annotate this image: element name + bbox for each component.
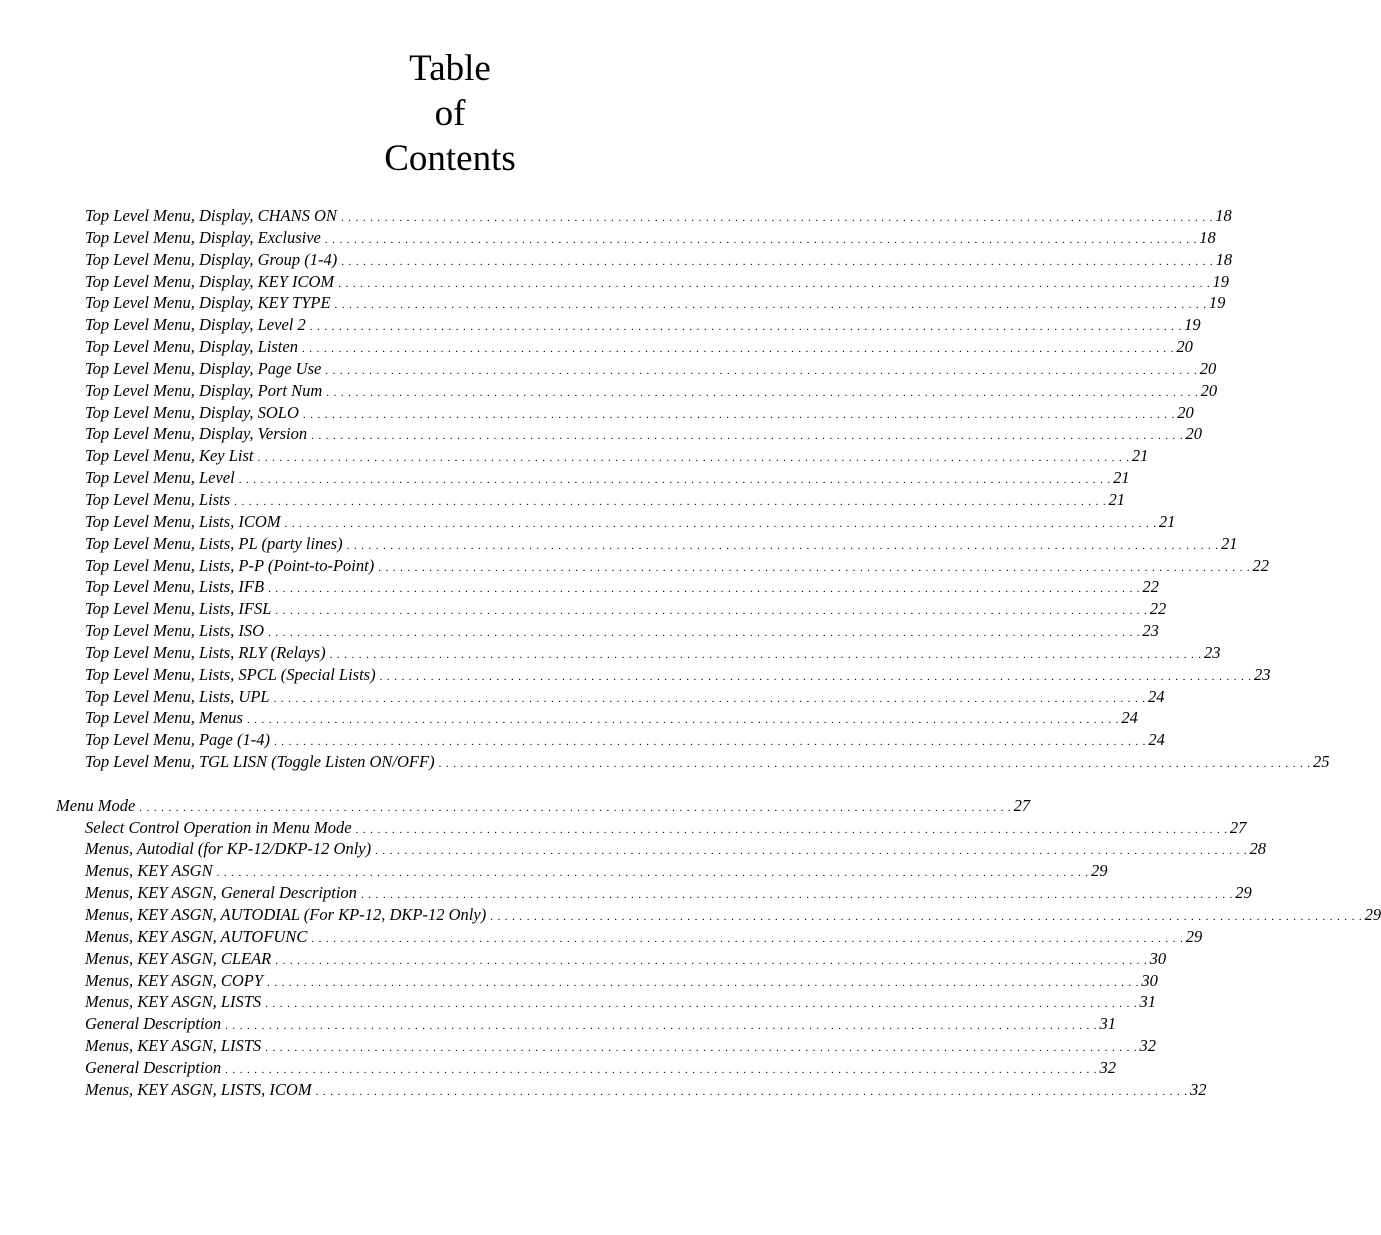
toc-dot-leader: . . . . . . . . . . . . . . . . . . . . . . . . . . . . . . . . . . . . . . . . . . . . . . . . . . . . . . . . . . . . . . . . . . . . . . . . . . . . . . . . . . . . . . . . . . . . . . . . . . . . . . . . . . . . . . . . . . . . . . . . [438, 758, 1311, 771]
toc-page-number: 21 [1113, 468, 1130, 488]
toc-dot-leader: . . . . . . . . . . . . . . . . . . . . . . . . . . . . . . . . . . . . . . . . . . . . . . . . . . . . . . . . . . . . . . . . . . . . . . . . . . . . . . . . . . . . . . . . . . . . . . . . . . . . . . . . . . . . . . . . . . . . . . . . [326, 386, 1199, 399]
toc-entry-label: Top Level Menu, Lists, RLY (Relays) [85, 642, 330, 664]
toc-page-number: 21 [1158, 511, 1176, 531]
toc-dot-leader: . . . . . . . . . . . . . . . . . . . . . . . . . . . . . . . . . . . . . . . . . . . . . . . . . . . . . . . . . . . . . . . . . . . . . . . . . . . . . . . . . . . . . . . . . . . . . . . . . . . . . . . . . . . . . . . . . . . . . . . . [340, 212, 1214, 224]
toc-entry[interactable] [85, 620, 1159, 642]
toc-entry-label: Menus, KEY ASGN, LISTS, ICOM [85, 1079, 316, 1101]
toc-entry-label: Top Level Menu, Display, SOLO [85, 402, 303, 424]
toc-section-gap [0, 773, 954, 795]
toc-entry-label: Top Level Menu, Key List [85, 445, 258, 467]
toc-page-number: 27 [1013, 795, 1031, 815]
toc-dot-leader: . . . . . . . . . . . . . . . . . . . . . . . . . . . . . . . . . . . . . . . . . . . . . . . . . . . . . . . . . . . . . . . . . . . . . . . . . . . . . . . . . . . . . . . . . . . . . . . . . . . . . . . . . . . . . . . . . . . . . . . . [346, 539, 1219, 552]
toc-page-number: 28 [1249, 839, 1266, 859]
toc-page-number: 20 [1176, 337, 1193, 357]
toc-page-number: 22 [1252, 555, 1270, 575]
toc-entry-label: Menus, KEY ASGN, CLEAR [85, 948, 275, 970]
toc-entry[interactable] [85, 686, 1165, 708]
toc-entry[interactable] [85, 205, 1232, 227]
toc-entry-label: Menus, Autodial (for KP-12/DKP-12 Only) [85, 838, 375, 860]
title-line-3: Contents [384, 138, 516, 179]
toc-entry[interactable] [85, 642, 1221, 664]
toc-page-number: 20 [1200, 380, 1218, 400]
toc-entry[interactable] [85, 860, 1108, 882]
toc-page-number: 30 [1149, 948, 1167, 968]
toc-page-number: 20 [1177, 402, 1194, 422]
toc-entry[interactable] [85, 707, 1138, 729]
toc-entry[interactable] [85, 817, 1247, 839]
toc-dot-leader: . . . . . . . . . . . . . . . . . . . . . . . . . . . . . . . . . . . . . . . . . . . . . . . . . . . . . . . . . . . . . . . . . . . . . . . . . . . . . . . . . . . . . . . . . . . . . . . . . . . . . . . . . . . . . . . . . . . . . . . . [338, 277, 1211, 290]
toc-page-number: 29 [1090, 861, 1108, 881]
toc-dot-leader: . . . . . . . . . . . . . . . . . . . . . . . . . . . . . . . . . . . . . . . . . . . . . . . . . . . . . . . . . . . . . . . . . . . . . . . . . . . . . . . . . . . . . . . . . . . . . . . . . . . . . . . . . . . . . . . . . . . . . . . . [139, 801, 1012, 814]
toc-entry[interactable] [85, 991, 1157, 1013]
toc-dot-leader: . . . . . . . . . . . . . . . . . . . . . . . . . . . . . . . . . . . . . . . . . . . . . . . . . . . . . . . . . . . . . . . . . . . . . . . . . . . . . . . . . . . . . . . . . . . . . . . . . . . . . . . . . . . . . . . . . . . . . . . . [275, 605, 1148, 618]
toc-entry[interactable] [85, 1035, 1157, 1057]
toc-entry-label: Menus, KEY ASGN, LISTS [85, 1035, 265, 1057]
toc-dot-leader: . . . . . . . . . . . . . . . . . . . . . . . . . . . . . . . . . . . . . . . . . . . . . . . . . . . . . . . . . . . . . . . . . . . . . . . . . . . . . . . . . . . . . . . . . . . . . . . . . . . . . . . . . . . . . . . . . . . . . . . . [267, 976, 1140, 989]
toc-entry-label: Top Level Menu, Level [85, 467, 239, 489]
toc-entry-label: Top Level Menu, Display, Group (1-4) [85, 249, 341, 271]
toc-dot-leader: . . . . . . . . . . . . . . . . . . . . . . . . . . . . . . . . . . . . . . . . . . . . . . . . . . . . . . . . . . . . . . . . . . . . . . . . . . . . . . . . . . . . . . . . . . . . . . . . . . . . . . . . . . . . . . . . . . . . . . . . [302, 408, 1176, 421]
toc-entry-label: Menus, KEY ASGN, AUTOFUNC [85, 926, 311, 948]
toc-page-number: 25 [1312, 752, 1330, 772]
toc-entry[interactable] [85, 664, 1271, 686]
toc-entry-label: Menus, KEY ASGN, General Description [85, 882, 361, 904]
title-line-2: of [434, 93, 466, 134]
toc-page-number: 29 [1364, 905, 1381, 924]
toc-entry-label: General Description [85, 1057, 225, 1079]
toc-entry-label: Top Level Menu, Lists, PL (party lines) [85, 533, 347, 555]
toc-page-number: 24 [1148, 730, 1165, 750]
toc-page-number: 24 [1147, 686, 1165, 706]
toc-entry[interactable] [85, 292, 1226, 314]
toc-entry-label: Top Level Menu, Display, KEY ICOM [85, 271, 338, 293]
toc-page-number: 19 [1208, 293, 1226, 313]
toc-entry[interactable] [85, 402, 1194, 424]
toc-entry[interactable] [85, 380, 1218, 402]
toc-entry[interactable] [85, 729, 1165, 751]
toc-entry[interactable] [85, 533, 1238, 555]
toc-page-number: 22 [1142, 577, 1159, 597]
toc-entry[interactable] [85, 838, 1266, 860]
toc-page-number: 31 [1139, 992, 1157, 1012]
toc-page-number: 18 [1199, 227, 1216, 247]
toc-dot-leader: . . . . . . . . . . . . . . . . . . . . . . . . . . . . . . . . . . . . . . . . . . . . . . . . . . . . . . . . . . . . . . . . . . . . . . . . . . . . . . . . . . . . . . . . . . . . . . . . . . . . . . . . . . . . . . . . . . . . . . . . [268, 583, 1141, 596]
toc-entry[interactable] [85, 467, 1130, 489]
toc-page-number: 30 [1141, 970, 1158, 990]
toc-entry-label: Select Control Operation in Menu Mode [85, 817, 356, 839]
toc-entry[interactable] [85, 904, 1381, 926]
toc-entry[interactable] [85, 445, 1149, 467]
toc-entry-label: Top Level Menu, Display, Level 2 [85, 314, 310, 336]
toc-dot-leader: . . . . . . . . . . . . . . . . . . . . . . . . . . . . . . . . . . . . . . . . . . . . . . . . . . . . . . . . . . . . . . . . . . . . . . . . . . . . . . . . . . . . . . . . . . . . . . . . . . . . . . . . . . . . . . . . . . . . . . . . [379, 670, 1252, 683]
toc-entry[interactable] [85, 271, 1230, 293]
toc-dot-leader: . . . . . . . . . . . . . . . . . . . . . . . . . . . . . . . . . . . . . . . . . . . . . . . . . . . . . . . . . . . . . . . . . . . . . . . . . . . . . . . . . . . . . . . . . . . . . . . . . . . . . . . . . . . . . . . . . . . . . . . . [378, 561, 1251, 574]
toc-page-number: 20 [1185, 424, 1202, 444]
toc-entry-label: Top Level Menu, Display, Listen [85, 336, 302, 358]
toc-entry[interactable] [85, 1057, 1116, 1079]
toc-entry-label: Menus, KEY ASGN, COPY [85, 970, 267, 992]
toc-dot-leader: . . . . . . . . . . . . . . . . . . . . . . . . . . . . . . . . . . . . . . . . . . . . . . . . . . . . . . . . . . . . . . . . . . . . . . . . . . . . . . . . . . . . . . . . . . . . . . . . . . . . . . . . . . . . . . . . . . . . . . . . [329, 648, 1202, 661]
toc-dot-leader: . . . . . . . . . . . . . . . . . . . . . . . . . . . . . . . . . . . . . . . . . . . . . . . . . . . . . . . . . . . . . . . . . . . . . . . . . . . . . . . . . . . . . . . . . . . . . . . . . . . . . . . . . . . . . . . . . . . . . . . . [360, 889, 1234, 902]
toc-entry-label: Top Level Menu, Display, Exclusive [85, 227, 325, 249]
toc-entry-label: Menus, KEY ASGN, LISTS [85, 991, 265, 1013]
toc-entry-label: General Description [85, 1013, 225, 1035]
toc-dot-leader: . . . . . . . . . . . . . . . . . . . . . . . . . . . . . . . . . . . . . . . . . . . . . . . . . . . . . . . . . . . . . . . . . . . . . . . . . . . . . . . . . . . . . . . . . . . . . . . . . . . . . . . . . . . . . . . . . . . . . . . . [238, 474, 1112, 487]
toc-entry-label: Top Level Menu, Lists, UPL [85, 686, 274, 708]
toc-page-number: 29 [1235, 883, 1252, 903]
toc-dot-leader: . . . . . . . . . . . . . . . . . . . . . . . . . . . . . . . . . . . . . . . . . . . . . . . . . . . . . . . . . . . . . . . . . . . . . . . . . . . . . . . . . . . . . . . . . . . . . . . . . . . . . . . . . . . . . . . . . . . . . . . . [216, 867, 1089, 880]
toc-entry-label: Top Level Menu, Page (1-4) [85, 729, 274, 751]
toc-entry[interactable] [85, 249, 1233, 271]
toc-entry-label: Top Level Menu, Lists, IFB [85, 576, 268, 598]
toc-entry[interactable] [85, 926, 1203, 948]
toc-page-number: 32 [1139, 1036, 1157, 1056]
toc-page-number: 23 [1253, 664, 1271, 684]
toc-entry[interactable] [85, 1079, 1207, 1101]
toc-page-number: 32 [1099, 1057, 1116, 1077]
toc-page-number: 32 [1189, 1079, 1207, 1099]
toc-entry[interactable] [85, 948, 1167, 970]
toc-dot-leader: . . . . . . . . . . . . . . . . . . . . . . . . . . . . . . . . . . . . . . . . . . . . . . . . . . . . . . . . . . . . . . . . . . . . . . . . . . . . . . . . . . . . . . . . . . . . . . . . . . . . . . . . . . . . . . . . . . . . . . . . [246, 714, 1120, 727]
toc-page-number: 21 [1220, 533, 1238, 553]
toc-entry[interactable] [85, 336, 1193, 358]
toc-entry[interactable] [85, 970, 1158, 992]
toc-entry[interactable] [85, 751, 1330, 773]
toc-entry[interactable] [85, 555, 1270, 577]
toc-page-number: 22 [1149, 599, 1167, 619]
toc-entry-label: Top Level Menu, Lists, IFSL [85, 598, 275, 620]
toc-page-number: 19 [1184, 315, 1201, 335]
toc-dot-leader: . . . . . . . . . . . . . . . . . . . . . . . . . . . . . . . . . . . . . . . . . . . . . . . . . . . . . . . . . . . . . . . . . . . . . . . . . . . . . . . . . . . . . . . . . . . . . . . . . . . . . . . . . . . . . . . . . . . . . . . . [324, 233, 1198, 246]
toc-entry-label: Top Level Menu, Display, Version [85, 423, 311, 445]
toc-entry[interactable] [85, 227, 1216, 249]
page-title [0, 46, 900, 181]
toc-dot-leader: . . . . . . . . . . . . . . . . . . . . . . . . . . . . . . . . . . . . . . . . . . . . . . . . . . . . . . . . . . . . . . . . . . . . . . . . . . . . . . . . . . . . . . . . . . . . . . . . . . . . . . . . . . . . . . . . . . . . . . . . [375, 845, 1248, 858]
toc-dot-leader: . . . . . . . . . . . . . . . . . . . . . . . . . . . . . . . . . . . . . . . . . . . . . . . . . . . . . . . . . . . . . . . . . . . . . . . . . . . . . . . . . . . . . . . . . . . . . . . . . . . . . . . . . . . . . . . . . . . . . . . . [273, 692, 1146, 705]
title-line-1: Table [409, 48, 491, 89]
toc-page-number: 19 [1212, 271, 1230, 291]
toc-dot-leader: . . . . . . . . . . . . . . . . . . . . . . . . . . . . . . . . . . . . . . . . . . . . . . . . . . . . . . . . . . . . . . . . . . . . . . . . . . . . . . . . . . . . . . . . . . . . . . . . . . . . . . . . . . . . . . . . . . . . . . . . [234, 495, 1107, 508]
toc-dot-leader: . . . . . . . . . . . . . . . . . . . . . . . . . . . . . . . . . . . . . . . . . . . . . . . . . . . . . . . . . . . . . . . . . . . . . . . . . . . . . . . . . . . . . . . . . . . . . . . . . . . . . . . . . . . . . . . . . . . . . . . . [341, 255, 1214, 268]
toc-page-number: 18 [1215, 206, 1232, 225]
toc-entry[interactable] [85, 489, 1126, 511]
toc-page-number: 23 [1142, 621, 1159, 641]
toc-page-number: 29 [1185, 926, 1203, 946]
toc-entry[interactable] [85, 511, 1176, 533]
toc-dot-leader: . . . . . . . . . . . . . . . . . . . . . . . . . . . . . . . . . . . . . . . . . . . . . . . . . . . . . . . . . . . . . . . . . . . . . . . . . . . . . . . . . . . . . . . . . . . . . . . . . . . . . . . . . . . . . . . . . . . . . . . . [265, 998, 1138, 1011]
toc-entry-label: Top Level Menu, Display, Page Use [85, 358, 325, 380]
toc-page-number: 27 [1229, 817, 1247, 837]
toc-dot-leader: . . . . . . . . . . . . . . . . . . . . . . . . . . . . . . . . . . . . . . . . . . . . . . . . . . . . . . . . . . . . . . . . . . . . . . . . . . . . . . . . . . . . . . . . . . . . . . . . . . . . . . . . . . . . . . . . . . . . . . . . [311, 430, 1184, 443]
table-of-contents [0, 205, 1381, 1101]
toc-page-number: 21 [1131, 446, 1149, 466]
toc-entry-label: Top Level Menu, Display, Port Num [85, 380, 326, 402]
toc-entry-label: Menus, KEY ASGN [85, 860, 217, 882]
toc-entry-label: Top Level Menu, TGL LISN (Toggle Listen ON/OFF) [85, 751, 439, 773]
toc-entry-label: Top Level Menu, Display, KEY TYPE [85, 292, 335, 314]
toc-entry[interactable] [85, 882, 1252, 904]
toc-dot-leader: . . . . . . . . . . . . . . . . . . . . . . . . . . . . . . . . . . . . . . . . . . . . . . . . . . . . . . . . . . . . . . . . . . . . . . . . . . . . . . . . . . . . . . . . . . . . . . . . . . . . . . . . . . . . . . . . . . . . . . . . [311, 932, 1184, 945]
toc-dot-leader: . . . . . . . . . . . . . . . . . . . . . . . . . . . . . . . . . . . . . . . . . . . . . . . . . . . . . . . . . . . . . . . . . . . . . . . . . . . . . . . . . . . . . . . . . . . . . . . . . . . . . . . . . . . . . . . . . . . . . . . . [355, 823, 1228, 836]
toc-dot-leader: . . . . . . . . . . . . . . . . . . . . . . . . . . . . . . . . . . . . . . . . . . . . . . . . . . . . . . . . . . . . . . . . . . . . . . . . . . . . . . . . . . . . . . . . . . . . . . . . . . . . . . . . . . . . . . . . . . . . . . . . [275, 954, 1148, 967]
toc-entry-label: Top Level Menu, Lists [85, 489, 234, 511]
toc-entry-label: Top Level Menu, Menus [85, 707, 247, 729]
toc-dot-leader: . . . . . . . . . . . . . . . . . . . . . . . . . . . . . . . . . . . . . . . . . . . . . . . . . . . . . . . . . . . . . . . . . . . . . . . . . . . . . . . . . . . . . . . . . . . . . . . . . . . . . . . . . . . . . . . . . . . . . . . . [265, 1042, 1138, 1055]
toc-entry[interactable] [85, 598, 1167, 620]
toc-entry[interactable] [85, 314, 1201, 336]
toc-dot-leader: . . . . . . . . . . . . . . . . . . . . . . . . . . . . . . . . . . . . . . . . . . . . . . . . . . . . . . . . . . . . . . . . . . . . . . . . . . . . . . . . . . . . . . . . . . . . . . . . . . . . . . . . . . . . . . . . . . . . . . . . [225, 1063, 1098, 1076]
toc-entry[interactable] [85, 423, 1202, 445]
toc-dot-leader: . . . . . . . . . . . . . . . . . . . . . . . . . . . . . . . . . . . . . . . . . . . . . . . . . . . . . . . . . . . . . . . . . . . . . . . . . . . . . . . . . . . . . . . . . . . . . . . . . . . . . . . . . . . . . . . . . . . . . . . . [334, 299, 1207, 312]
toc-page-number: 23 [1203, 642, 1221, 662]
toc-dot-leader: . . . . . . . . . . . . . . . . . . . . . . . . . . . . . . . . . . . . . . . . . . . . . . . . . . . . . . . . . . . . . . . . . . . . . . . . . . . . . . . . . . . . . . . . . . . . . . . . . . . . . . . . . . . . . . . . . . . . . . . . [301, 343, 1175, 356]
toc-dot-leader: . . . . . . . . . . . . . . . . . . . . . . . . . . . . . . . . . . . . . . . . . . . . . . . . . . . . . . . . . . . . . . . . . . . . . . . . . . . . . . . . . . . . . . . . . . . . . . . . . . . . . . . . . . . . . . . . . . . . . . . . [268, 627, 1141, 640]
toc-dot-leader: . . . . . . . . . . . . . . . . . . . . . . . . . . . . . . . . . . . . . . . . . . . . . . . . . . . . . . . . . . . . . . . . . . . . . . . . . . . . . . . . . . . . . . . . . . . . . . . . . . . . . . . . . . . . . . . . . . . . . . . . [257, 452, 1130, 465]
toc-entry-label: Top Level Menu, Lists, ISO [85, 620, 268, 642]
toc-entry-label: Top Level Menu, Lists, ICOM [85, 511, 285, 533]
toc-entry[interactable] [85, 1013, 1116, 1035]
toc-entry-label: Top Level Menu, Display, CHANS ON [85, 205, 341, 227]
toc-page-number: 18 [1215, 249, 1233, 269]
toc-entry[interactable] [85, 576, 1159, 598]
toc-dot-leader: . . . . . . . . . . . . . . . . . . . . . . . . . . . . . . . . . . . . . . . . . . . . . . . . . . . . . . . . . . . . . . . . . . . . . . . . . . . . . . . . . . . . . . . . . . . . . . . . . . . . . . . . . . . . . . . . . . . . . . . . [315, 1085, 1188, 1098]
toc-entry-label: Menu Mode [56, 795, 139, 817]
toc-dot-leader: . . . . . . . . . . . . . . . . . . . . . . . . . . . . . . . . . . . . . . . . . . . . . . . . . . . . . . . . . . . . . . . . . . . . . . . . . . . . . . . . . . . . . . . . . . . . . . . . . . . . . . . . . . . . . . . . . . . . . . . . [325, 364, 1198, 377]
toc-entry-label: Top Level Menu, Lists, SPCL (Special Lists) [85, 664, 380, 686]
toc-page-number: 21 [1108, 489, 1126, 509]
toc-page-number: 31 [1099, 1014, 1116, 1034]
toc-entry[interactable] [85, 358, 1217, 380]
toc-dot-leader: . . . . . . . . . . . . . . . . . . . . . . . . . . . . . . . . . . . . . . . . . . . . . . . . . . . . . . . . . . . . . . . . . . . . . . . . . . . . . . . . . . . . . . . . . . . . . . . . . . . . . . . . . . . . . . . . . . . . . . . . [273, 736, 1147, 749]
toc-page-number: 24 [1121, 708, 1138, 728]
toc-section-entry[interactable] [56, 795, 1031, 817]
toc-entry-label: Top Level Menu, Lists, P-P (Point-to-Point) [85, 555, 378, 577]
toc-dot-leader: . . . . . . . . . . . . . . . . . . . . . . . . . . . . . . . . . . . . . . . . . . . . . . . . . . . . . . . . . . . . . . . . . . . . . . . . . . . . . . . . . . . . . . . . . . . . . . . . . . . . . . . . . . . . . . . . . . . . . . . . [225, 1020, 1098, 1033]
toc-page-number: 20 [1199, 358, 1217, 378]
toc-dot-leader: . . . . . . . . . . . . . . . . . . . . . . . . . . . . . . . . . . . . . . . . . . . . . . . . . . . . . . . . . . . . . . . . . . . . . . . . . . . . . . . . . . . . . . . . . . . . . . . . . . . . . . . . . . . . . . . . . . . . . . . . [284, 517, 1157, 530]
toc-entry-label: Menus, KEY ASGN, AUTODIAL (For KP-12, DKP-12 Only) [85, 904, 490, 926]
toc-dot-leader: . . . . . . . . . . . . . . . . . . . . . . . . . . . . . . . . . . . . . . . . . . . . . . . . . . . . . . . . . . . . . . . . . . . . . . . . . . . . . . . . . . . . . . . . . . . . . . . . . . . . . . . . . . . . . . . . . . . . . . . . [309, 321, 1183, 334]
toc-dot-leader: . . . . . . . . . . . . . . . . . . . . . . . . . . . . . . . . . . . . . . . . . . . . . . . . . . . . . . . . . . . . . . . . . . . . . . . . . . . . . . . . . . . . . . . . . . . . . . . . . . . . . . . . . . . . . . . . . . . . . . . . [490, 911, 1363, 923]
